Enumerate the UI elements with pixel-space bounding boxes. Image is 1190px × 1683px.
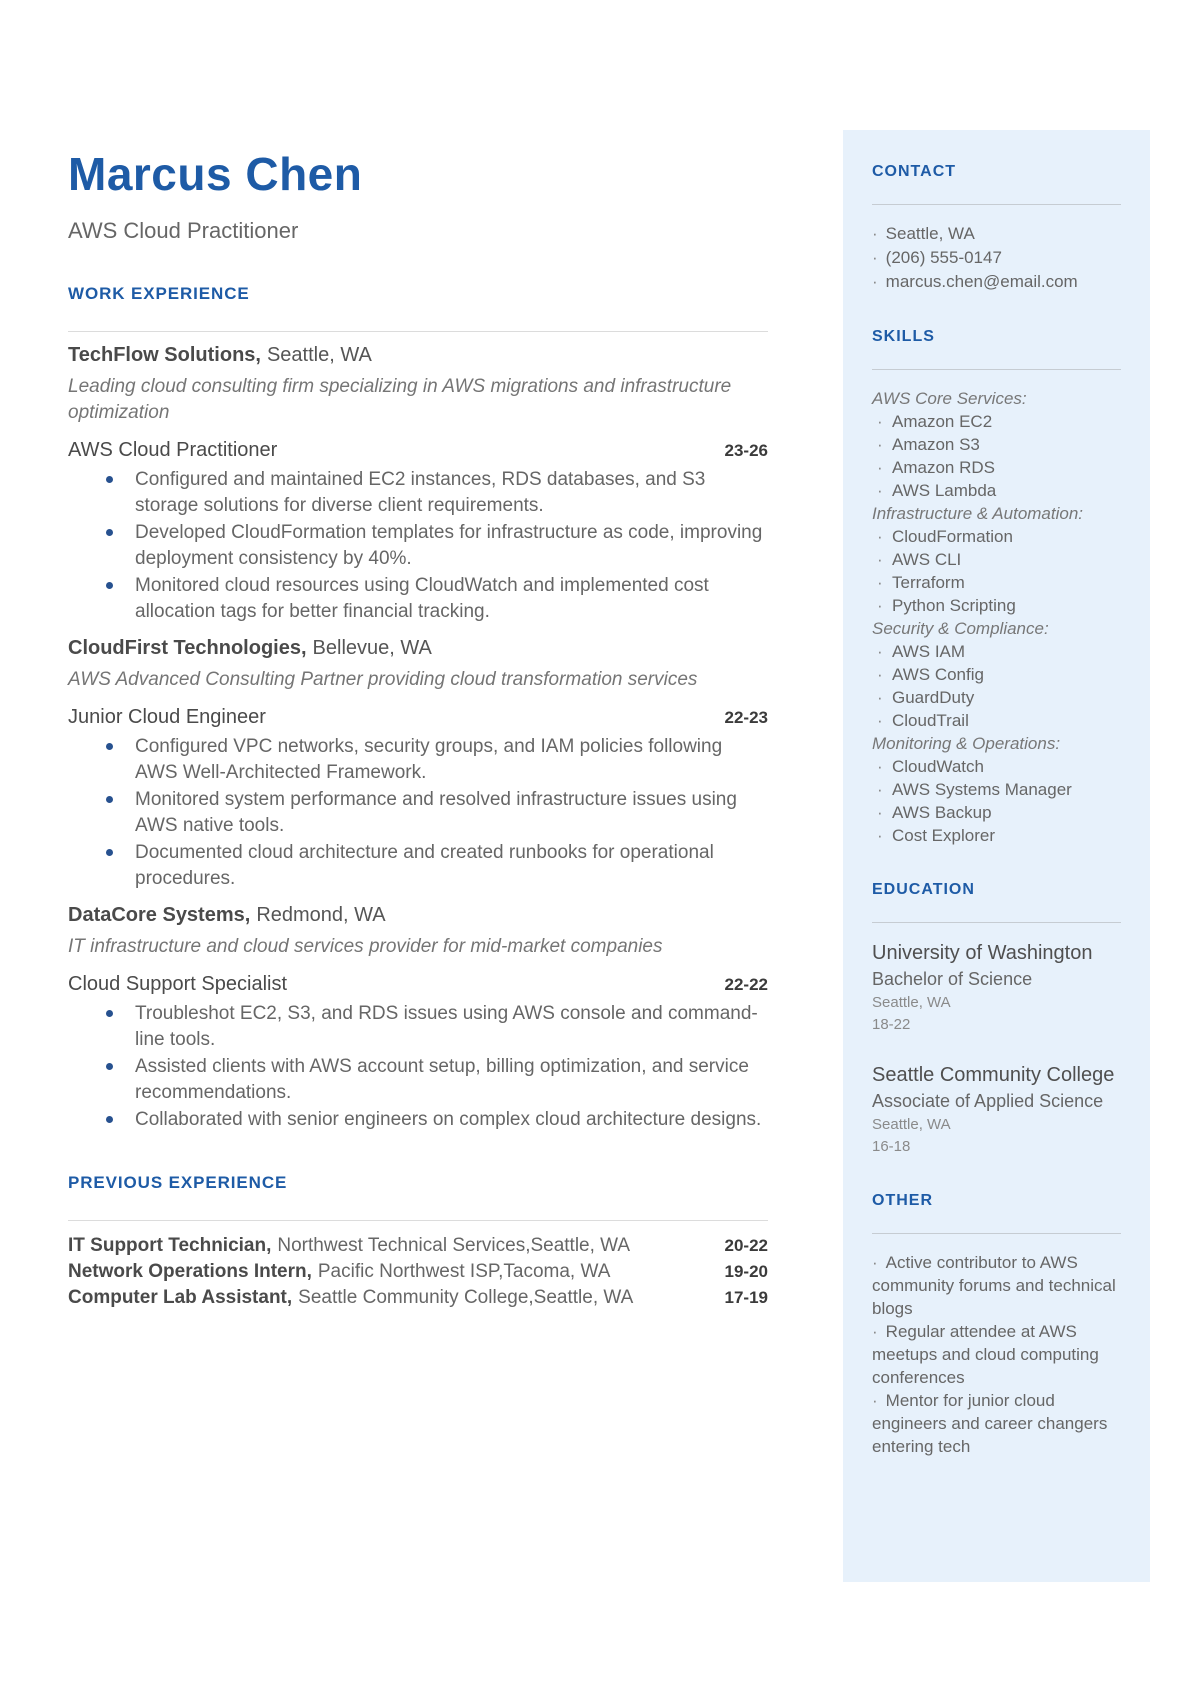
sidebar-divider xyxy=(872,204,1121,205)
skill-item: · Amazon EC2 xyxy=(872,410,1121,433)
sidebar xyxy=(843,130,1150,1582)
company-line xyxy=(68,342,768,369)
other-item: · Mentor for junior cloud engineers and career changers entering tech xyxy=(872,1389,1121,1458)
skill-group xyxy=(872,732,1121,847)
previous-dates: 20-22 xyxy=(724,1236,768,1255)
role-row xyxy=(68,973,768,996)
other-item: · Active contributor to AWS community forums and technical blogs xyxy=(872,1251,1121,1320)
sidebar-divider xyxy=(872,1233,1121,1234)
skill-item: · Python Scripting xyxy=(872,594,1121,617)
skill-item: · Amazon RDS xyxy=(872,456,1121,479)
skill-item: · AWS Backup xyxy=(872,801,1121,824)
education-section xyxy=(872,881,1121,1158)
company-description: Leading cloud consulting firm specializing in AWS migrations and infrastructure optimization xyxy=(68,376,732,423)
company-description: IT infrastructure and cloud services provider for mid-market companies xyxy=(68,936,663,957)
skill-item: · Terraform xyxy=(872,571,1121,594)
company-line xyxy=(68,902,768,929)
skill-item: · Amazon S3 xyxy=(872,433,1121,456)
other-section xyxy=(872,1192,1121,1458)
company-name: TechFlow Solutions, xyxy=(68,344,261,366)
skills-heading: SKILLS xyxy=(872,328,935,345)
skill-list xyxy=(872,410,1121,502)
job-dates: 23-26 xyxy=(724,441,768,460)
school-location: Seattle, WA xyxy=(872,994,951,1011)
job-title: AWS Cloud Practitioner xyxy=(68,439,278,461)
skill-list xyxy=(872,525,1121,617)
skill-item: · AWS Systems Manager xyxy=(872,778,1121,801)
job-bullet: Collaborated with senior engineers on complex cloud architecture designs. xyxy=(68,1107,768,1133)
job-bullet: Assisted clients with AWS account setup, billing optimization, and service recommendations. xyxy=(68,1054,768,1106)
skill-category: Infrastructure & Automation: xyxy=(872,504,1084,523)
job-bullet: Monitored cloud resources using CloudWatch and implemented cost allocation tags for better financial tracking. xyxy=(68,573,768,625)
skill-item: · CloudWatch xyxy=(872,755,1121,778)
company-location: Seattle, WA xyxy=(266,344,372,366)
company-description: AWS Advanced Consulting Partner providing cloud transformation services xyxy=(68,669,698,690)
other-list xyxy=(872,1251,1121,1458)
school-dates: 16-18 xyxy=(872,1138,911,1155)
work-experience-heading: WORK EXPERIENCE xyxy=(68,284,250,303)
other-heading: OTHER xyxy=(872,1192,933,1209)
job-bullet-list xyxy=(68,734,768,892)
skill-item: · CloudTrail xyxy=(872,709,1121,732)
job-title: Cloud Support Specialist xyxy=(68,973,288,995)
previous-experience-heading: PREVIOUS EXPERIENCE xyxy=(68,1173,288,1192)
contact-list xyxy=(872,222,1121,294)
skill-list xyxy=(872,640,1121,732)
previous-org: Seattle Community College,Seattle, WA xyxy=(298,1287,634,1308)
skill-item: · Cost Explorer xyxy=(872,824,1121,847)
job-dates: 22-23 xyxy=(724,708,768,727)
skill-group xyxy=(872,387,1121,502)
previous-role-line xyxy=(68,1233,630,1259)
skill-item: · AWS Lambda xyxy=(872,479,1121,502)
job-title: Junior Cloud Engineer xyxy=(68,706,266,728)
school-dates: 18-22 xyxy=(872,1016,911,1033)
job-bullet-list xyxy=(68,467,768,625)
skill-group xyxy=(872,502,1121,617)
previous-role: IT Support Technician, xyxy=(68,1235,272,1256)
previous-experience-row xyxy=(68,1233,768,1259)
previous-dates: 19-20 xyxy=(724,1262,768,1281)
job-dates: 22-22 xyxy=(724,975,768,994)
skill-item: · CloudFormation xyxy=(872,525,1121,548)
other-item: · Regular attendee at AWS meetups and cloud computing conferences xyxy=(872,1320,1121,1389)
company-line xyxy=(68,635,768,662)
sidebar-divider xyxy=(872,369,1121,370)
contact-heading: CONTACT xyxy=(872,163,957,180)
role-row xyxy=(68,706,768,729)
education-entry xyxy=(872,1062,1121,1158)
contact-location: · Seattle, WA xyxy=(872,222,1121,246)
previous-experience-list xyxy=(68,1233,768,1311)
job-bullet: Documented cloud architecture and created runbooks for operational procedures. xyxy=(68,840,768,892)
school-name: University of Washington xyxy=(872,942,1093,964)
work-entry xyxy=(68,342,768,625)
sidebar-divider xyxy=(872,922,1121,923)
job-bullet: Monitored system performance and resolved infrastructure issues using AWS native tools. xyxy=(68,787,768,839)
previous-experience-row xyxy=(68,1259,768,1285)
previous-role-line xyxy=(68,1259,610,1285)
skill-item: · AWS IAM xyxy=(872,640,1121,663)
previous-role: Network Operations Intern, xyxy=(68,1261,312,1282)
person-name: Marcus Chen xyxy=(68,148,363,200)
education-heading: EDUCATION xyxy=(872,881,975,898)
school-degree: Bachelor of Science xyxy=(872,969,1033,989)
job-bullet-list xyxy=(68,1001,768,1133)
job-bullet: Configured VPC networks, security groups, and IAM policies following AWS Well-Architected Framework. xyxy=(68,734,768,786)
job-bullet: Developed CloudFormation templates for infrastructure as code, improving deployment consistency by 40%. xyxy=(68,520,768,572)
previous-dates: 17-19 xyxy=(724,1288,768,1307)
section-divider xyxy=(68,1220,768,1221)
skill-item: · AWS Config xyxy=(872,663,1121,686)
previous-org: Northwest Technical Services,Seattle, WA xyxy=(277,1235,631,1256)
skills-section xyxy=(872,328,1121,847)
work-entry xyxy=(68,635,768,892)
work-entry xyxy=(68,902,768,1133)
skill-category: AWS Core Services: xyxy=(872,389,1027,408)
previous-role-line xyxy=(68,1285,633,1311)
main-column xyxy=(68,150,768,1311)
skill-category: Security & Compliance: xyxy=(872,619,1049,638)
school-location: Seattle, WA xyxy=(872,1116,951,1133)
contact-email: · marcus.chen@email.com xyxy=(872,270,1121,294)
skill-group xyxy=(872,617,1121,732)
role-row xyxy=(68,439,768,462)
skill-item: · AWS CLI xyxy=(872,548,1121,571)
section-divider xyxy=(68,331,768,332)
previous-experience-row xyxy=(68,1285,768,1311)
previous-role: Computer Lab Assistant, xyxy=(68,1287,293,1308)
company-location: Bellevue, WA xyxy=(312,637,432,659)
company-location: Redmond, WA xyxy=(256,904,386,926)
company-name: CloudFirst Technologies, xyxy=(68,637,307,659)
contact-phone: · (206) 555-0147 xyxy=(872,246,1121,270)
skill-category: Monitoring & Operations: xyxy=(872,734,1061,753)
previous-org: Pacific Northwest ISP,Tacoma, WA xyxy=(317,1261,611,1282)
school-degree: Associate of Applied Science xyxy=(872,1091,1104,1111)
job-bullet: Configured and maintained EC2 instances, RDS databases, and S3 storage solutions for diverse client requirements. xyxy=(68,467,768,519)
contact-section xyxy=(872,163,1121,294)
person-title: AWS Cloud Practitioner xyxy=(68,218,299,243)
skill-item: · GuardDuty xyxy=(872,686,1121,709)
education-entry xyxy=(872,940,1121,1036)
school-name: Seattle Community College xyxy=(872,1064,1115,1086)
skill-list xyxy=(872,755,1121,847)
job-bullet: Troubleshot EC2, S3, and RDS issues using AWS console and command-line tools. xyxy=(68,1001,768,1053)
company-name: DataCore Systems, xyxy=(68,904,251,926)
